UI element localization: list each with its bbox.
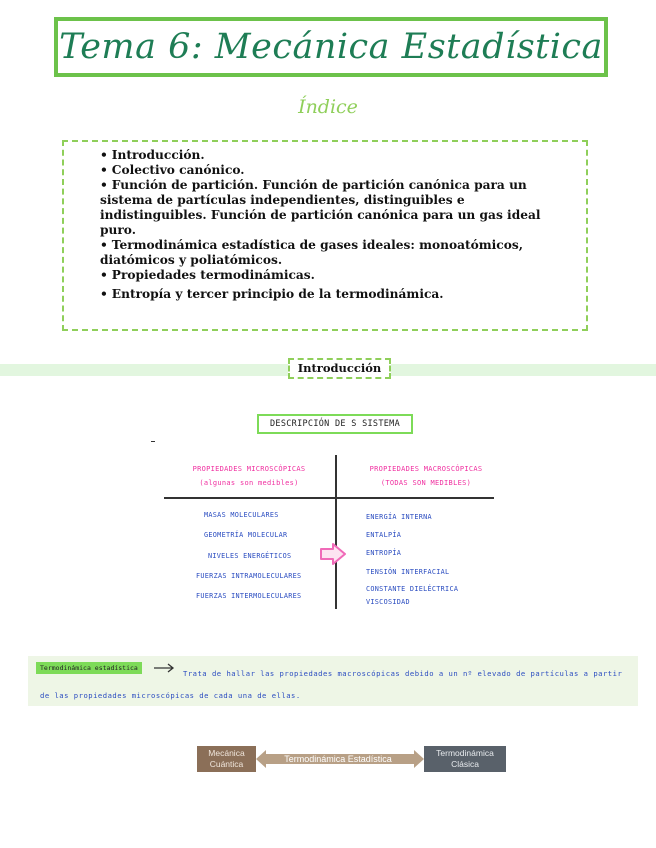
bullet: • <box>100 163 108 177</box>
bullet: • <box>100 178 108 192</box>
right-column-heading: PROPIEDADES MACROSCÓPICAS (TODAS SON MEDIBLES) <box>369 465 483 487</box>
bullet: • <box>100 148 108 162</box>
flow-middle-label: Termodinámica Estadística <box>284 754 392 764</box>
title-box <box>54 17 608 77</box>
left-item: MASAS MOLECULARES <box>204 511 279 519</box>
flow-left-box: Mecánica Cuántica <box>197 746 256 772</box>
index-item: • Introducción. <box>100 148 205 162</box>
left-item: FUERZAS INTERMOLECULARES <box>196 592 302 600</box>
index-item: • Entropía y tercer principio de la termodinámica. <box>100 287 444 301</box>
page-title: Tema 6: Mecánica Estadística <box>59 27 603 67</box>
left-item: FUERZAS INTRAMOLECULARES <box>196 572 302 580</box>
right-item: ENTROPÍA <box>366 549 402 557</box>
horizontal-divider <box>164 497 494 499</box>
left-item: GEOMETRÍA MOLECULAR <box>204 531 288 539</box>
vertical-divider <box>335 455 337 609</box>
bullet: • <box>100 268 108 282</box>
right-item: ENERGÍA INTERNA <box>366 513 432 521</box>
diagram-title: DESCRIPCIÓN DE S SISTEMA <box>257 414 413 434</box>
bullet: • <box>100 238 108 252</box>
flow-right-box: Termodinámica Clásica <box>424 746 506 772</box>
tick-mark <box>151 441 155 442</box>
properties-diagram <box>160 452 500 612</box>
definition-text: Trata de hallar las propiedades macroscópicas debido a un nº elevado de partículas a partir de las propiedades microscópicas de cada una de ellas. <box>40 669 623 700</box>
index-heading: Índice <box>298 96 358 118</box>
left-column-heading: PROPIEDADES MICROSCÓPICAS (algunas son medibles) <box>192 465 306 487</box>
right-item: TENSIÓN INTERFACIAL <box>366 568 450 576</box>
index-item: • Propiedades termodinámicas. <box>100 268 315 282</box>
bullet: • <box>100 287 108 301</box>
index-item: • Termodinámica estadística de gases ideales: monoatómicos, diatómicos y poliatómicos. <box>100 238 523 267</box>
definition-tag: Termodinámica estadística <box>36 662 142 674</box>
right-arrow-icon <box>320 543 346 565</box>
left-item: NIVELES ENERGÉTICOS <box>208 552 292 560</box>
index-item: • Función de partición. Función de partición canónica para un sistema de partículas independientes, distinguibles e indistinguibles. Función de partición canónica para un gas ideal puro. <box>100 178 541 237</box>
right-item: VISCOSIDAD <box>366 598 410 606</box>
right-item: ENTALPÍA <box>366 531 402 539</box>
index-box <box>62 140 588 331</box>
index-item: • Colectivo canónico. <box>100 163 245 177</box>
section-label: Introducción <box>288 358 391 379</box>
arrow-right-icon <box>154 663 176 673</box>
right-item: CONSTANTE DIELÉCTRICA <box>366 585 459 593</box>
